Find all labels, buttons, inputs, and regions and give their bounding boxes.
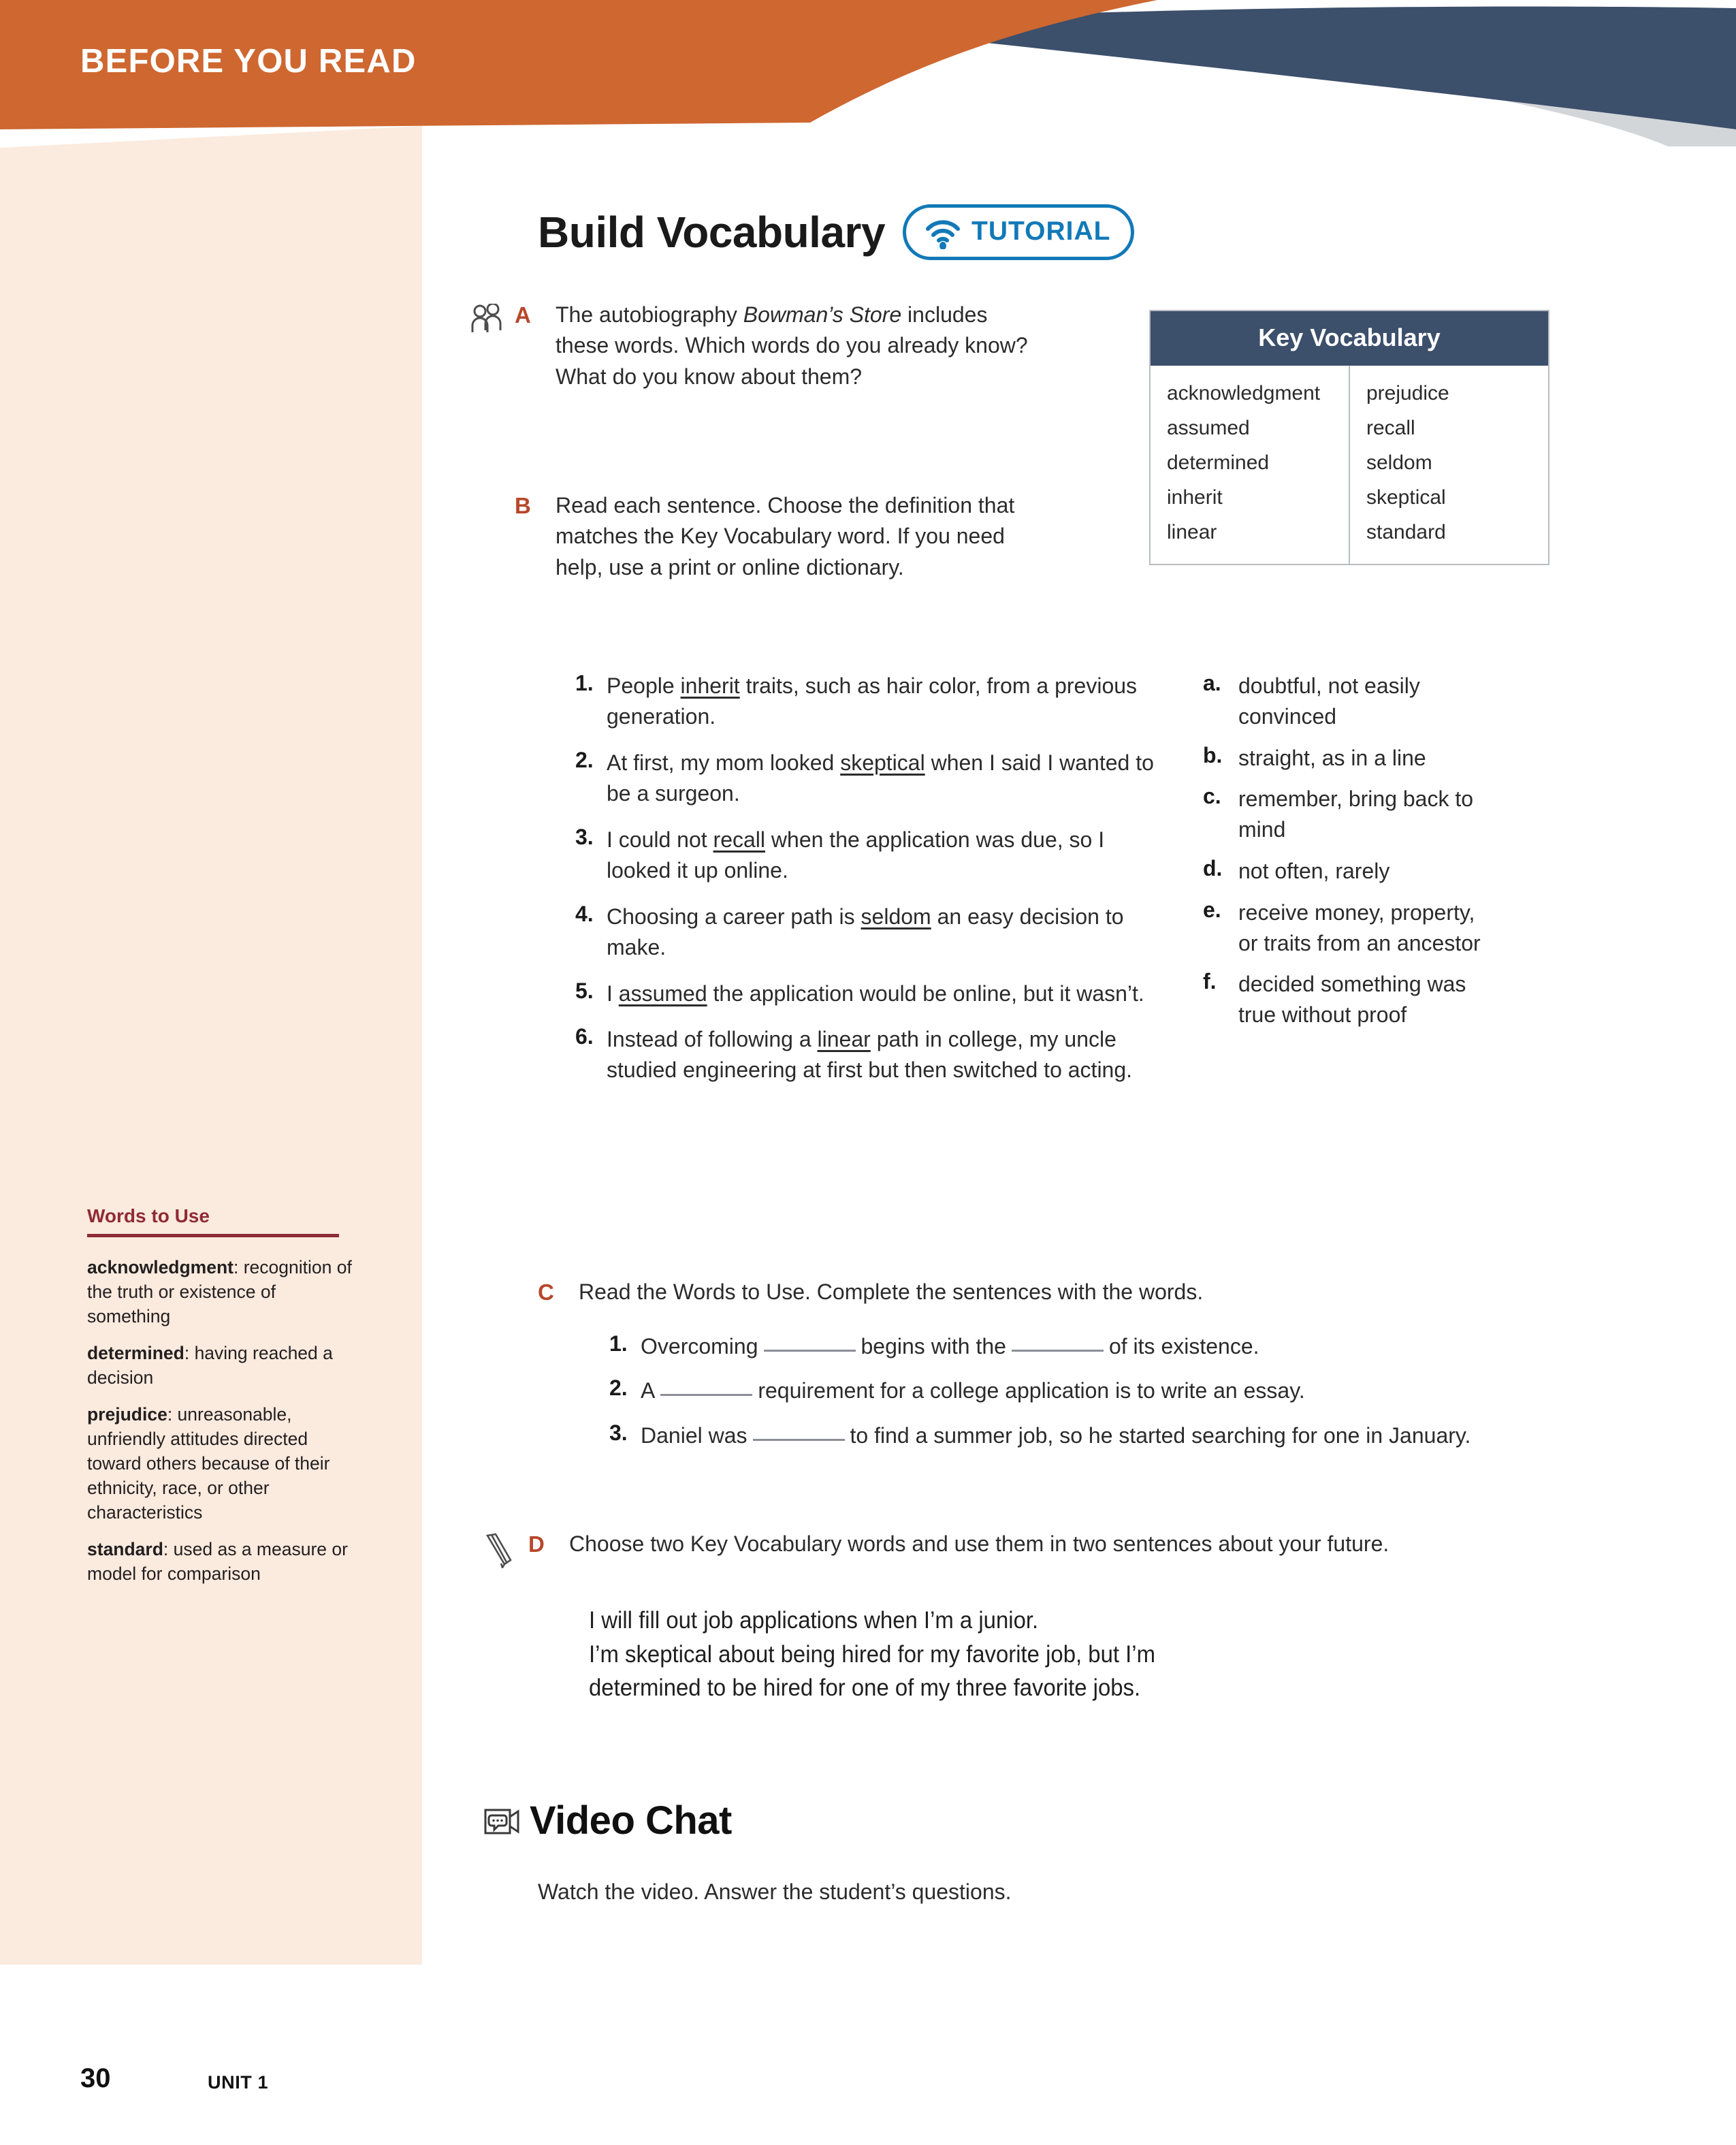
fill-blank[interactable]: [660, 1394, 752, 1396]
list-item: [1203, 784, 1494, 845]
exercise-d-letter-slot: [528, 1529, 569, 1572]
word-term: determined: [87, 1343, 184, 1364]
word-term: acknowledgment: [87, 1257, 234, 1277]
vocabulary-word-underlined: seldom: [861, 904, 931, 929]
list-item: [1203, 856, 1494, 887]
exercise-b-sentence-list: [575, 671, 1174, 1101]
sentence-post: when the application was due, so I looked it up online.: [607, 827, 1105, 883]
vocabulary-word: prejudice: [1366, 382, 1449, 404]
exercise-a-letter-slot: [515, 300, 556, 392]
words-to-use-heading: Words to Use: [87, 1205, 210, 1226]
vocabulary-word-underlined: inherit: [680, 673, 740, 698]
definition-text: not often, rarely: [1238, 858, 1390, 883]
list-item: [609, 1420, 1562, 1451]
word-definition: : having reached a decision: [87, 1343, 333, 1388]
exercise-c: [538, 1277, 1559, 1307]
sentence-post: path in college, my uncle studied engineering at first but then switched to acting.: [607, 1026, 1133, 1083]
key-vocabulary-column-right: [1350, 366, 1548, 564]
vocabulary-word: determined: [1167, 451, 1270, 474]
list-item: [1203, 969, 1494, 1030]
answer-line: I will fill out job applications when I’m a junior.: [589, 1607, 1039, 1634]
vocabulary-word: inherit: [1167, 486, 1223, 509]
exercise-c-instruction: Read the Words to Use. Complete the sentences with the words.: [579, 1280, 1204, 1304]
tutorial-label: TUTORIAL: [971, 217, 1111, 246]
item-number: 1.: [609, 1331, 628, 1356]
sentence-pre: I could not: [607, 827, 713, 852]
vocabulary-word: skeptical: [1366, 486, 1446, 509]
item-text: [641, 1420, 1553, 1451]
word-definition: : unreasonable, unfriendly attitudes directed toward others because of their ethnicity, race, or other characteristics: [87, 1404, 330, 1523]
sentence-post: when I said I wanted to be a surgeon.: [607, 750, 1154, 806]
item-number: 3.: [609, 1420, 628, 1445]
key-vocabulary-column-left: [1151, 366, 1350, 564]
exercise-a-text-part2: includes these words. Which words do you already know? What do you know about them?: [556, 302, 1028, 389]
vocabulary-word-underlined: recall: [713, 827, 766, 852]
sentence-part: to find a summer job, so he started searching for one in January.: [850, 1423, 1471, 1448]
sentence-part: begins with the: [861, 1334, 1006, 1358]
exercise-b: [515, 490, 1046, 583]
vocabulary-word: seldom: [1366, 451, 1432, 474]
video-chat-icon: [483, 1804, 520, 1838]
sentence-pre: Choosing a career path is: [607, 904, 861, 929]
item-text: [607, 1024, 1172, 1086]
list-item: [609, 1376, 1562, 1406]
exercise-b-letter-slot: [515, 490, 556, 583]
item-number: 2.: [575, 747, 594, 772]
pair-work-icon: [470, 304, 505, 335]
item-number: 3.: [575, 824, 594, 849]
exercise-a: [470, 300, 1035, 392]
definition-letter: f.: [1203, 969, 1217, 994]
definition-letter: e.: [1203, 897, 1221, 922]
list-item: [1203, 671, 1494, 732]
tutorial-button[interactable]: [903, 204, 1134, 260]
item-text: [607, 748, 1172, 810]
definition-letter: c.: [1203, 784, 1221, 809]
exercise-c-list: [609, 1331, 1562, 1465]
key-vocabulary-heading: Key Vocabulary: [1151, 311, 1548, 366]
item-number: 5.: [575, 978, 594, 1003]
exercise-a-icon-slot: [470, 300, 515, 392]
item-text: [607, 902, 1172, 964]
list-item: [1203, 743, 1494, 774]
vocabulary-word: recall: [1366, 417, 1415, 439]
student-answer[interactable]: [589, 1604, 1421, 1705]
video-chat-subtitle: Watch the video. Answer the student’s questions.: [538, 1879, 1012, 1904]
item-number: 1.: [575, 671, 594, 695]
item-text: [641, 1331, 1553, 1362]
unit-label: UNIT 1: [208, 2072, 269, 2093]
item-number: 2.: [609, 1376, 628, 1401]
list-item: [609, 1331, 1562, 1362]
item-number: 4.: [575, 901, 594, 926]
key-vocabulary-table: [1149, 310, 1549, 565]
sentence-post: an easy decision to make.: [607, 904, 1124, 960]
video-chat-title: Video Chat: [530, 1798, 732, 1843]
word-definition: : recognition of the truth or existence of something: [87, 1257, 352, 1327]
vocabulary-word-underlined: assumed: [618, 981, 707, 1006]
wifi-broadcast-icon: [924, 214, 962, 249]
key-vocabulary-body: [1151, 366, 1548, 564]
item-text: [607, 825, 1172, 887]
item-text: [607, 979, 1172, 1009]
sentence-part: requirement for a college application is to write an essay.: [758, 1378, 1305, 1403]
exercise-a-text-part1: The autobiography: [556, 302, 743, 327]
sentence-part: A: [641, 1378, 656, 1403]
exercise-c-letter-slot: [538, 1277, 579, 1307]
exercise-letter: D: [528, 1531, 545, 1557]
exercise-d: [483, 1529, 1491, 1572]
exercise-b-instruction: Read each sentence. Choose the definition that matches the Key Vocabulary word. If you need help, use a print or online dictionary.: [556, 493, 1015, 579]
exercise-letter: A: [515, 302, 531, 328]
sentence-pre: At first, my mom looked: [607, 750, 841, 775]
list-item: [1203, 897, 1494, 959]
sentence-part: of its existence.: [1108, 1334, 1259, 1358]
exercise-b-columns: [575, 671, 1528, 1101]
sentence-pre: People: [607, 673, 681, 698]
vocabulary-word: standard: [1366, 521, 1446, 543]
sentence-post: the application would be online, but it wasn’t.: [707, 981, 1144, 1006]
definition-text: receive money, property, or traits from an ancestor: [1238, 900, 1481, 955]
list-item: [575, 671, 1174, 733]
list-item: [575, 902, 1174, 964]
definition-text: decided something was true without proof: [1238, 972, 1466, 1028]
book-title: Bowman’s Store: [743, 302, 902, 327]
definition-text: doubtful, not easily convinced: [1238, 673, 1420, 729]
sentence-pre: Instead of following a: [607, 1026, 818, 1051]
exercise-a-text: [556, 300, 1035, 392]
vocabulary-word-underlined: skeptical: [840, 750, 925, 775]
word-term: prejudice: [87, 1404, 167, 1425]
list-item: [575, 748, 1174, 810]
vocabulary-word: assumed: [1167, 417, 1250, 439]
word-term: standard: [87, 1539, 163, 1560]
sentence-part: Overcoming: [641, 1334, 758, 1358]
sentence-pre: I: [607, 981, 619, 1006]
exercise-b-definition-list: [1174, 671, 1494, 1101]
pencil-icon: [483, 1533, 516, 1568]
word-definition: : used as a measure or model for comparison: [87, 1539, 348, 1585]
sentence-post: traits, such as hair color, from a previous generation.: [607, 673, 1138, 729]
fill-blank[interactable]: [1012, 1350, 1104, 1352]
section-title-row: [538, 204, 1134, 260]
vocabulary-word: linear: [1167, 521, 1217, 543]
exercise-d-icon-slot: [483, 1529, 528, 1572]
page-number: 30: [80, 2063, 111, 2093]
list-item: [575, 1024, 1174, 1086]
page-title: Build Vocabulary: [538, 208, 886, 257]
exercise-letter: B: [515, 493, 531, 518]
vocabulary-word-underlined: linear: [817, 1026, 871, 1051]
item-text: [641, 1376, 1553, 1406]
answer-line: I’m skeptical about being hired for my favorite job, but I’m: [589, 1640, 1156, 1668]
video-chat-header: [483, 1798, 732, 1843]
fill-blank[interactable]: [764, 1350, 856, 1352]
definition-letter: d.: [1203, 855, 1223, 880]
list-item: [575, 979, 1174, 1009]
fill-blank[interactable]: [753, 1439, 845, 1441]
sentence-part: Daniel was: [641, 1423, 748, 1448]
vocabulary-word: acknowledgment: [1167, 382, 1321, 404]
definition-text: remember, bring back to mind: [1238, 786, 1474, 842]
list-item: [575, 825, 1174, 887]
exercise-letter: C: [538, 1280, 554, 1305]
exercise-d-instruction: Choose two Key Vocabulary words and use them in two sentences about your future.: [569, 1531, 1389, 1556]
answer-line: determined to be hired for one of my three favorite jobs.: [589, 1674, 1141, 1702]
item-text: [607, 671, 1172, 733]
header-title: BEFORE YOU READ: [80, 43, 417, 80]
definition-text: straight, as in a line: [1238, 745, 1426, 770]
definition-letter: a.: [1203, 671, 1221, 695]
definition-letter: b.: [1203, 742, 1223, 767]
item-number: 6.: [575, 1023, 594, 1049]
